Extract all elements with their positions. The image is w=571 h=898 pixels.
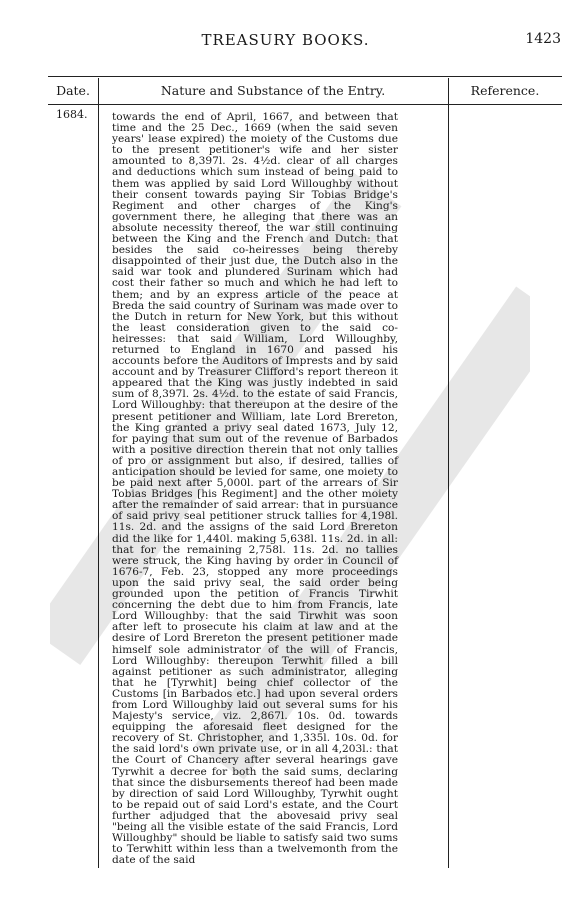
column-header-reference: Reference. (470, 83, 540, 98)
column-divider-date (98, 78, 99, 868)
page-number: 1423 (525, 31, 561, 47)
column-divider-reference (448, 78, 449, 868)
entry-year: 1684. (56, 108, 88, 121)
column-header-date: Date. (56, 83, 90, 98)
header-top-rule (48, 76, 562, 77)
page-header (0, 0, 571, 60)
column-header-nature: Nature and Substance of the Entry. (160, 83, 386, 98)
running-title: TREASURY BOOKS. (201, 31, 370, 49)
header-bottom-rule (48, 104, 562, 105)
entry-text: towards the end of April, 1667, and between that time and the 25 Dec., 1669 (when the said seven years' lease expired) the moiety of the Customs due to the present petitioner's wife and her sister amounted to 8,397l. 2s. 4½d. clear of all charges and deductions which sum instead of being paid to them was applied by said Lord Willoughby without their consent towards paying Sir Tobias Bridge's Regiment and other charges of the King's government there, he alleging that there was an absolute necessity thereof, the war still continuing between the King and the French and Dutch: that besides the said co-heiresses being thereby disappointed of their just due, the Dutch also in the said war took and plundered Surinam which had cost their father so much and which he had left to them; and by an express article of the peace at Breda the said country of Surinam was made over to the Dutch in return for New York, but this without the least consideration given to the said co-heiresses: that said William, Lord Willoughby, returned to England in 1670 and passed his accounts before the Auditors of Imprests and by said account and by Treasurer Clifford's report thereon it appeared that the King was justly indebted in said sum of 8,397l. 2s. 4½d. to the estate of said Francis, Lord Willoughby: that thereupon at the desire of the present petitioner and William, late Lord Brereton, the King granted a privy seal dated 1673, July 12, for paying that sum out of the revenue of Barbados with a positive direction therein that not only tallies of pro or assignment but also, if desired, tallies of anticipation should be levied for same, one moiety to be paid next after 5,000l. part of the arrears of Sir Tobias Bridges [his Regiment] and the other moiety after the remainder of said arrear: that in pursuance of said privy seal petitioner struck tallies for 4,198l. 11s. 2d. and the assigns of the said Lord Brereton did the like for 1,440l. making 5,638l. 11s. 2d. in all: that for the remaining 2,758l. 11s. 2d. no tallies were struck, the King having by order in Council of 1676-7, Feb. 23, stopped any more proceedings upon the said privy seal, the said order being grounded upon the petition of Francis Tirwhit concerning the debt due to him from Francis, late Lord Willoughby: that the said Tirwhit was soon after left to prosecute his claim at law and at the desire of Lord Brereton the present petitioner made himself sole administrator of the will of Francis, Lord Willoughby: thereupon Terwhit filled a bill against petitioner as such administrator, alleging that he [Tyrwhit] being chief collector of the Customs [in Barbados etc.] had upon several orders from Lord Willoughby laid out several sums for his Majesty's service, viz. 2,867l. 10s. 0d. towards equipping the aforesaid fleet designed for the recovery of St. Christopher, and 1,335l. 10s. 0d. for the said lord's own private use, or in all 4,203l.: that the Court of Chancery after several hearings gave Tyrwhit a decree for both the said sums, declaring that since the disbursements thereof had been made by direction of said Lord Willoughby, Tyrwhit ought to be repaid out of said Lord's estate, and the Court further adjudged that the abovesaid privy seal "being all the visible estate of the said Francis, Lord Willoughby" should be liable to satisfy said two sums to Terwhitt within less than a twelvemonth from the date of the said (112, 111, 398, 867)
column-headers (48, 78, 562, 104)
